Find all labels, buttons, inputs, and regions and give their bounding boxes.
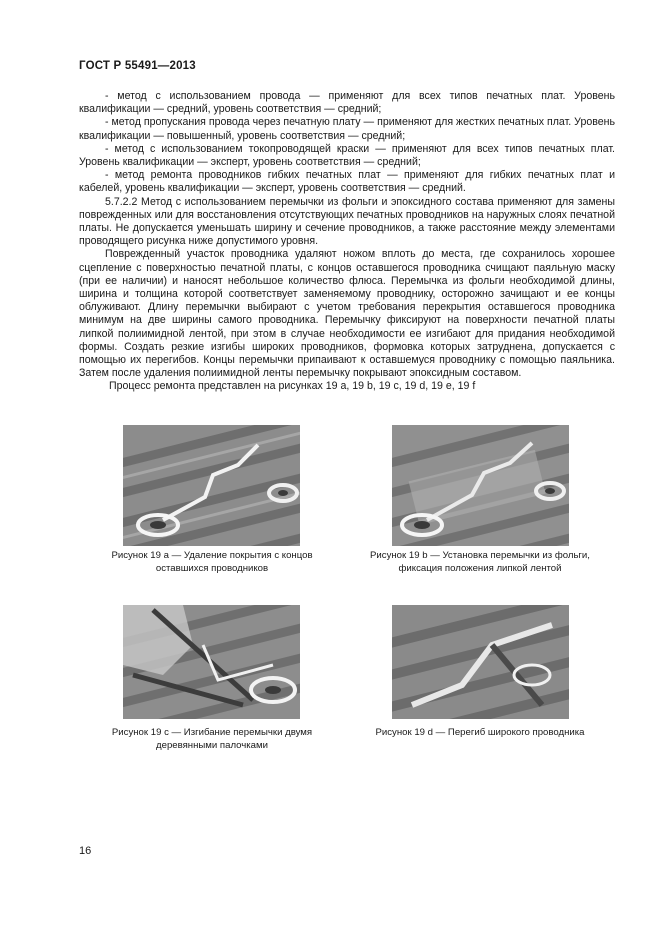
- figure-19b-caption: [360, 550, 600, 575]
- figures-reference: Процесс ремонта представлен на рисунках 19 a, 19 b, 19 c, 19 d, 19 e, 19 f: [109, 380, 476, 393]
- list-item: - метод ремонта проводников гибких печатных плат — применяют для гибких печатных плат и кабелей, уровень квалификации — эксперт, уровень соответствия — средний.: [79, 169, 615, 195]
- document-header: ГОСТ Р 55491—2013: [79, 60, 196, 72]
- figure-19d-image: [392, 605, 569, 719]
- figure-19d-caption: [360, 727, 600, 740]
- figure-19c-caption: [100, 727, 324, 752]
- body-paragraph: Поврежденный участок проводника удаляют ножом вплоть до места, где сохранилось хорошее сцепление с поверхностью печатной платы, с концов оставшегося проводника счищают паяльную маску (при ее наличии) и наносят небольшое количество флюса. Перемычка из фольги необходимой длины, ширина и толщина которой соответствует заменяемому проводнику, осторожно зачищают и ее концы облуживают. Длину перемычки выбирают с учетом требования перекрытия оставшегося проводника минимум на две ширины самого проводника. Перемычку фиксируют на поверхности печатной платы липкой полиимидной лентой, при этом в случае необходимости ее изгибают для придания необходимой формы. Создать резкие изгибы широких проводников, формовка которых затруднена, допускается с помощью их перегибов. Концы перемычки припаивают к оставшемуся проводнику с помощью паяльника. Затем после удаления полиимидной ленты перемычку покрывают эпоксидным составом.: [79, 248, 615, 380]
- caption-line: деревянными палочками: [156, 739, 268, 751]
- caption-line: Рисунок 19 d — Перегиб широкого проводника: [375, 727, 585, 738]
- page-number: 16: [79, 845, 92, 857]
- figure-19c-image: [123, 605, 300, 719]
- caption-line: Рисунок 19 b — Установка перемычки из фольги,: [370, 550, 590, 561]
- caption-line: Рисунок 19 a — Удаление покрытия с концов: [111, 550, 313, 561]
- caption-line: Рисунок 19 c — Изгибание перемычки двумя: [111, 727, 313, 738]
- list-item: - метод с использованием провода — применяют для всех типов печатных плат. Уровень квалификации — средний, уровень соответствия — средний;: [79, 90, 615, 116]
- caption-line: оставшихся проводников: [155, 562, 269, 574]
- figure-19b-image: [392, 425, 569, 546]
- list-item: - метод с использованием токопроводящей краски — применяют для всех типов печатных плат. Уровень квалификации — эксперт, уровень соответствия — средний;: [79, 142, 615, 169]
- list-item: - метод пропускания провода через печатную плату — применяют для жестких печатных плат. Уровень квалификации — повышенный, уровень соответствия — средний;: [79, 116, 615, 142]
- figure-19a-caption: [100, 550, 324, 575]
- section-paragraph: 5.7.2.2 Метод с использованием перемычки из фольги и эпоксидного состава применяют для замены поврежденных или для восстановления отсутствующих печатных проводников на наружных слоях печатной платы. Не допускается уменьшать ширину и сечение проводников, а также расстояние между элементами проводящего рисунка ниже допустимого уровня.: [79, 195, 615, 248]
- figure-19a-image: [123, 425, 300, 546]
- body-text: [79, 90, 615, 394]
- caption-line: фиксация положения липкой лентой: [398, 562, 562, 574]
